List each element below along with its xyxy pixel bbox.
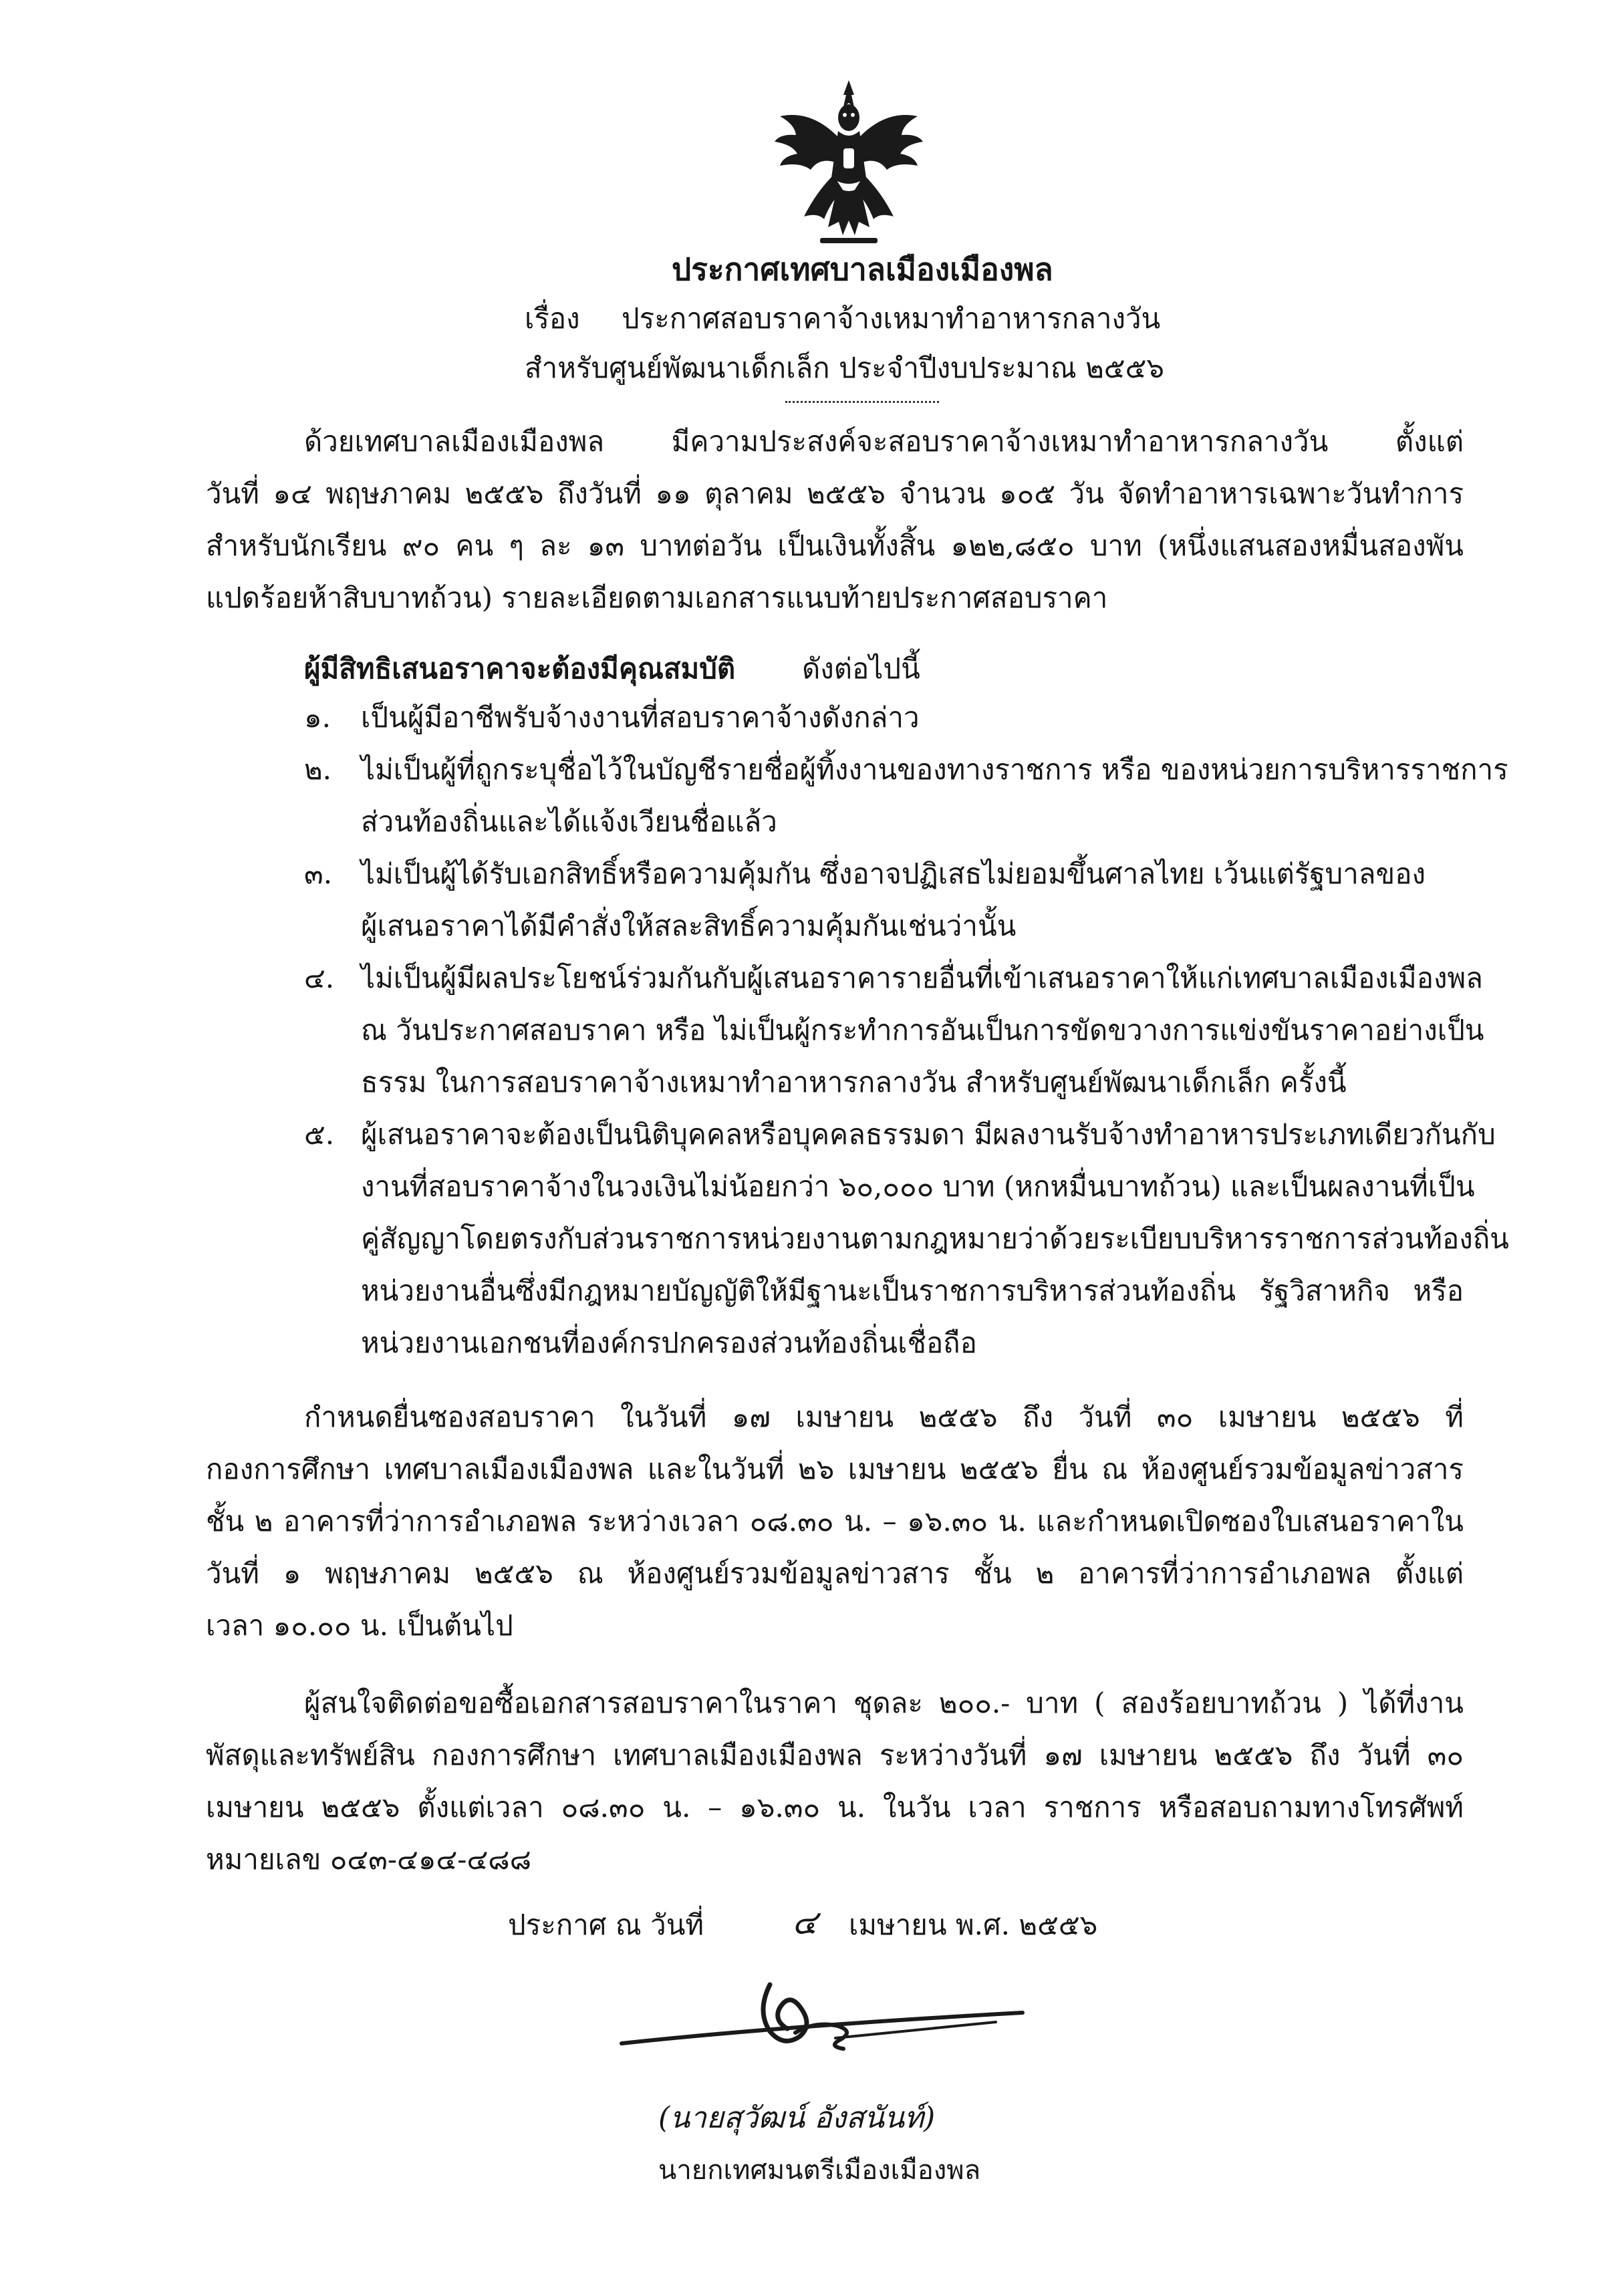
qualification-line: คู่สัญญาโดยตรงกับส่วนราชการหน่วยงานตามกฎหมายว่าด้วยระเบียบบริหารราชการส่วนท้องถิ่น xyxy=(361,1222,1509,1255)
purchase-line-1: ผู้สนใจติดต่อขอซื้อเอกสารสอบราคาในราคา ชุดละ ๒๐๐.- บาท ( สองร้อยบาทถ้วน ) ได้ที่งาน xyxy=(304,1687,1464,1719)
subject-label: เรื่อง xyxy=(525,302,580,335)
qualification-line: ไม่เป็นผู้ที่ถูกระบุชื่อไว้ในบัญชีรายชื่อผู้ทิ้งงานของทางราชการ หรือ ของหน่วยการบริหารราชการ xyxy=(361,753,1508,786)
qualification-line: ธรรม ในการสอบราคาจ้างเหมาทำอาหารกลางวัน สำหรับศูนย์พัฒนาเด็กเล็ก ครั้งนี้ xyxy=(361,1066,1347,1099)
signatory-name: (นายสุวัฒน์ อังสนันท์) xyxy=(658,2101,936,2135)
handwritten-signature-icon xyxy=(615,1958,1029,2071)
submission-line-5: เวลา ๑๐.๐๐ น. เป็นต้นไป xyxy=(206,1609,513,1642)
qualification-number: ๒. xyxy=(304,753,332,786)
subject-line-1: ประกาศสอบราคาจ้างเหมาทำอาหารกลางวัน xyxy=(622,302,1161,335)
qualification-line: ไม่เป็นผู้มีผลประโยชน์ร่วมกันกับผู้เสนอราคารายอื่นที่เข้าเสนอราคาให้แก่เทศบาลเมืองเมืองพล xyxy=(361,962,1483,994)
submission-line-1: กำหนดยื่นซองสอบราคา ในวันที่ ๑๗ เมษายน ๒๕๕๖ ถึง วันที่ ๓๐ เมษายน ๒๕๕๖ ที่ xyxy=(304,1401,1464,1433)
announcement-suffix: เมษายน พ.ศ. ๒๕๕๖ xyxy=(849,1908,1098,1941)
intro-line-1: ด้วยเทศบาลเมืองเมืองพล มีความประสงค์จะสอบราคาจ้างเหมาทำอาหารกลางวัน ตั้งแต่ xyxy=(304,425,1464,458)
purchase-line-4: หมายเลข ๐๔๓-๔๑๔-๔๘๘ xyxy=(206,1843,532,1876)
submission-line-4: วันที่ ๑ พฤษภาคม ๒๕๕๖ ณ ห้องศูนย์รวมข้อมูลข่าวสาร ชั้น ๒ อาคารที่ว่าการอำเภอพล ตั้งแต่ xyxy=(206,1557,1464,1590)
announcement-day: ๔ xyxy=(792,1903,817,1942)
intro-line-2: วันที่ ๑๔ พฤษภาคม ๒๕๕๖ ถึงวันที่ ๑๑ ตุลาคม ๒๕๕๖ จำนวน ๑๐๕ วัน จัดทำอาหารเฉพาะวันทำการ xyxy=(206,477,1464,510)
qualifications-heading-suffix: ดังต่อไปนี้ xyxy=(802,652,920,685)
qualification-number: ๕. xyxy=(304,1118,335,1151)
qualification-line: ผู้เสนอราคาได้มีคำสั่งให้สละสิทธิ์ความคุ้มกันเช่นว่านั้น xyxy=(361,909,1017,942)
submission-line-3: ชั้น ๒ อาคารที่ว่าการอำเภอพล ระหว่างเวลา ๐๘.๓๐ น. – ๑๖.๓๐ น. และกำหนดเปิดซองใบเสนอราคาใน xyxy=(206,1505,1464,1538)
garuda-emblem-icon xyxy=(772,75,926,249)
purchase-line-2: พัสดุและทรัพย์สิน กองการศึกษา เทศบาลเมืองเมืองพล ระหว่างวันที่ ๑๗ เมษายน ๒๕๕๖ ถึง วันที่ ๓๐ xyxy=(206,1739,1464,1771)
intro-line-3: สำหรับนักเรียน ๙๐ คน ๆ ละ ๑๓ บาทต่อวัน เป็นเงินทั้งสิ้น ๑๒๒,๘๕๐ บาท (หนึ่งแสนสองหมื่นสองพัน xyxy=(206,529,1464,562)
qualification-line: เป็นผู้มีอาชีพรับจ้างงานที่สอบราคาจ้างดังกล่าว xyxy=(361,701,920,734)
qualification-number: ๑. xyxy=(304,701,331,734)
intro-line-4: แปดร้อยห้าสิบบาทถ้วน) รายละเอียดตามเอกสารแนบท้ายประกาศสอบราคา xyxy=(206,581,1108,614)
qualification-number: ๓. xyxy=(304,857,333,890)
qualification-line: ส่วนท้องถิ่นและได้แจ้งเวียนชื่อแล้ว xyxy=(361,805,777,838)
qualification-number: ๔. xyxy=(304,962,335,994)
document-title: ประกาศเทศบาลเมืองเมืองพล xyxy=(672,251,1053,287)
signatory-position: นายกเทศมนตรีเมืองเมืองพล xyxy=(658,2155,981,2186)
submission-line-2: กองการศึกษา เทศบาลเมืองเมืองพล และในวันที่ ๒๖ เมษายน ๒๕๕๖ ยื่น ณ ห้องศูนย์รวมข้อมูลข่าวสาร xyxy=(206,1453,1464,1485)
subject-line-2: สำหรับศูนย์พัฒนาเด็กเล็ก ประจำปีงบประมาณ ๒๕๕๖ xyxy=(525,351,1165,384)
purchase-line-3: เมษายน ๒๕๕๖ ตั้งแต่เวลา ๐๘.๓๐ น. – ๑๖.๓๐ น. ในวัน เวลา ราชการ หรือสอบถามทางโทรศัพท์ xyxy=(206,1791,1464,1824)
header-divider xyxy=(785,401,939,403)
announcement-prefix: ประกาศ ณ วันที่ xyxy=(508,1908,704,1941)
qualifications-heading: ผู้มีสิทธิเสนอราคาจะต้องมีคุณสมบัติ xyxy=(304,652,736,685)
qualification-line: งานที่สอบราคาจ้างในวงเงินไม่น้อยกว่า ๖๐,๐๐๐ บาท (หกหมื่นบาทถ้วน) และเป็นผลงานที่เป็น xyxy=(361,1170,1475,1203)
qualification-line: ไม่เป็นผู้ได้รับเอกสิทธิ์หรือความคุ้มกัน ซึ่งอาจปฏิเสธไม่ยอมขึ้นศาลไทย เว้นแต่รัฐบาลของ xyxy=(361,857,1426,890)
qualification-line: ณ วันประกาศสอบราคา หรือ ไม่เป็นผู้กระทำการอันเป็นการขัดขวางการแข่งขันราคาอย่างเป็น xyxy=(361,1014,1484,1046)
qualification-line: หน่วยงานเอกชนที่องค์กรปกครองส่วนท้องถิ่นเชื่อถือ xyxy=(361,1326,977,1359)
qualification-line: หน่วยงานอื่นซึ่งมีกฎหมายบัญญัติให้มีฐานะเป็นราชการบริหารส่วนท้องถิ่น รัฐวิสาหกิจ หรือ xyxy=(361,1274,1464,1307)
qualification-line: ผู้เสนอราคาจะต้องเป็นนิติบุคคลหรือบุคคลธรรมดา มีผลงานรับจ้างทำอาหารประเภทเดียวกันกับ xyxy=(361,1118,1496,1151)
